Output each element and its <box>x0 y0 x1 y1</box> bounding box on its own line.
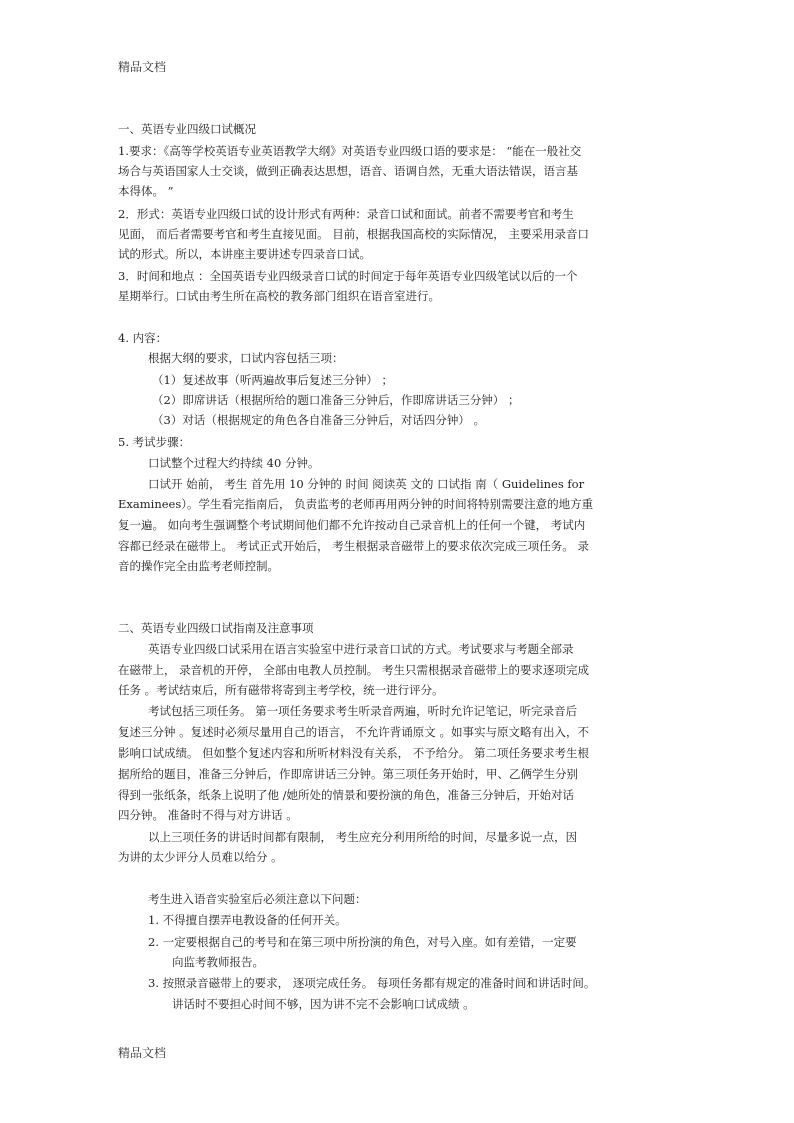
paragraph-line: 口试开 始前， 考生 首先用 10 分钟的 时间 阅读英 文的 口试指 南（ Guidelines for <box>148 477 585 491</box>
paragraph-line: 本得体。 ” <box>118 184 174 198</box>
section-heading: 二、英语专业四级口试指南及注意事项 <box>118 621 314 635</box>
paragraph-line: 容都已经录在磁带上。 考试正式开始后， 考生根据录音磁带上的要求依次完成三项任务。 录 <box>118 539 589 553</box>
section-heading: 一、英语专业四级口试概况 <box>118 122 256 136</box>
paragraph-line: 1.要求：《高等学校英语专业英语教学大纲》对英语专业四级口语的要求是： “能在一般社交 <box>118 144 582 158</box>
list-item-continuation: 向监考教师报告。 <box>172 955 264 969</box>
paragraph-line: 据所给的题目，准备三分钟后，作即席讲话三分钟。第三项任务开始时，甲、乙俩学生分别 <box>118 767 578 781</box>
paragraph-line: 复述三分钟 。复述时必须尽量用自己的语言， 不允许背诵原文 。如事实与原文略有出入，不 <box>118 725 589 739</box>
paragraph-line: 星期举行。口试由考生所在高校的教务部门组织在语音室进行。 <box>118 289 440 303</box>
paragraph-line: 考试包括三项任务。 第一项任务要求考生听录音两遍，听时允许记笔记，听完录音后 <box>148 704 578 718</box>
paragraph-line: 任务 。考试结束后，所有磁带将寄到主考学校，统一进行评分。 <box>118 683 444 697</box>
paragraph-line: 根据大纲的要求，口试内容包括三项： <box>148 351 344 365</box>
numbered-heading: 4. 内容： <box>118 331 168 345</box>
paragraph-line: 为讲的太少评分人员难以给分 。 <box>118 850 283 864</box>
list-item: 1. 不得擅自摆弄电教设备的任何开关。 <box>148 913 347 927</box>
list-item-continuation: 讲话时不要担心时间不够，因为讲不完不会影响口试成绩 。 <box>172 997 475 1011</box>
paragraph-line: 见面， 而后者需要考官和考生直接见面。 目前，根据我国高校的实际情况， 主要采用录音口 <box>118 227 589 241</box>
paragraph-line: 2．形式：英语专业四级口试的设计形式有两种：录音口试和面试。前者不需要考官和考生 <box>118 207 574 221</box>
paragraph-line: 口试整个过程大约持续 40 分钟。 <box>148 456 320 470</box>
page-footer-label: 精品文档 <box>118 1046 167 1060</box>
paragraph-line: 四分钟。 准备时不得与对方讲话 。 <box>118 808 298 822</box>
paragraph-line: 试的形式。所以，本讲座主要讲述专四录音口试。 <box>118 247 371 261</box>
list-item: 3. 按照录音磁带上的要求， 逐项完成任务。 每项任务都有规定的准备时间和讲话时间。 <box>148 976 596 990</box>
list-item: 2. 一定要根据自己的考号和在第三项中所扮演的角色，对号入座。如有差错，一定要 <box>148 935 577 949</box>
paragraph-line: 音的操作完全由监考老师控制。 <box>118 559 279 573</box>
paragraph-line: 得到一张纸条，纸条上说明了他 /她所处的情景和要扮演的角色，准备三分钟后，开始对话 <box>118 788 575 802</box>
paragraph-line: 3．时间和地点 ：全国英语专业四级录音口试的时间定于每年英语专业四级笔试以后的一个 <box>118 269 578 283</box>
paragraph-line: 复一遍。 如向考生强调整个考试期间他们都不允许按动自己录音机上的任何一个键， 考试内 <box>118 518 586 532</box>
paragraph-line: 以上三项任务的讲话时间都有限制， 考生应充分利用所给的时间，尽量多说一点，因 <box>148 830 578 844</box>
paragraph-line: 英语专业四级口试采用在语言实验室中进行录音口试的方式。考试要求与考题全部录 <box>148 642 574 656</box>
paragraph-line: 在磁带上， 录音机的开停， 全部由电教人员控制。 考生只需根据录音磁带上的要求逐项完成 <box>118 663 589 677</box>
list-item: （2）即席讲话（根据所给的题口准备三分钟后，作即席讲话三分钟） ； <box>152 393 520 407</box>
numbered-heading: 5. 考试步骤： <box>118 435 191 449</box>
paragraph-line: 影响口试成绩。 但如整个复述内容和所听材料没有关系， 不予给分。 第二项任务要求考生根 <box>118 746 589 760</box>
list-item: （3）对话（根据规定的角色各自准备三分钟后，对话四分钟） 。 <box>152 413 485 427</box>
page-header-label: 精品文档 <box>118 60 167 74</box>
paragraph-line: 考生进入语音实验室后必须注意以下问题： <box>148 892 367 906</box>
paragraph-line: Examinees）。学生看完指南后， 负责监考的老师再用两分钟的时间将特别需要注意的地方重 <box>118 497 594 511</box>
paragraph-line: 场合与英语国家人士交谈，做到正确表达思想，语音、语调自然，无重大语法错误，语言基 <box>118 164 578 178</box>
list-item: （1）复述故事（听两遍故事后复述三分钟） ； <box>152 373 393 387</box>
